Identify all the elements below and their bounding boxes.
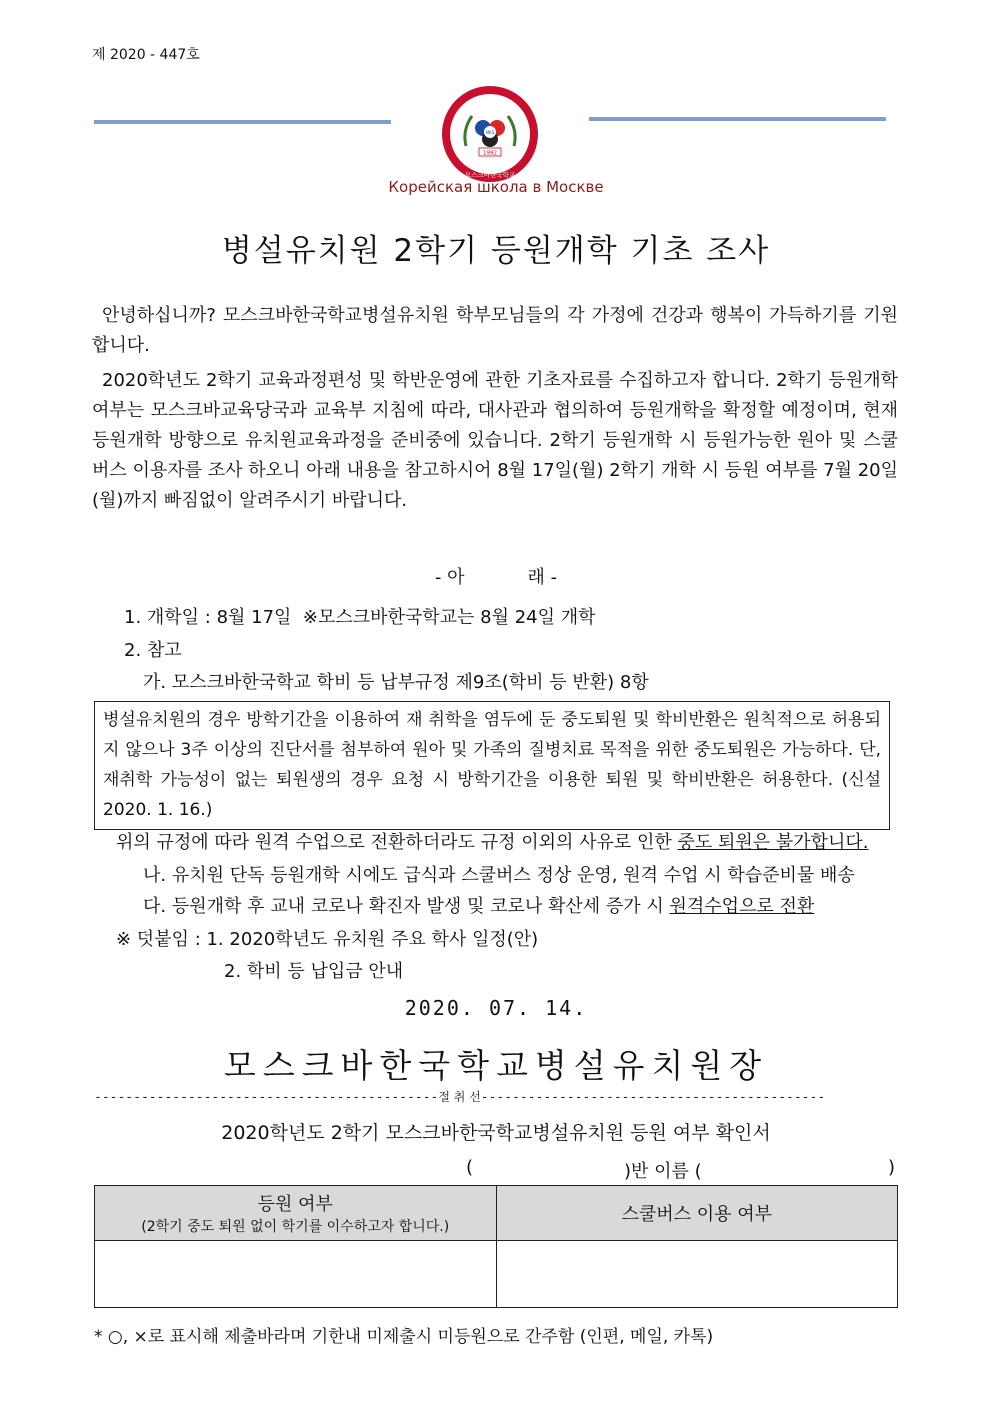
attachment-2: 2. 학비 등 납입금 안내 [224,961,404,982]
column-header-attendance-sub: (2학기 중도 퇴원 없이 학기를 이수하고자 합니다.) [141,1219,450,1235]
attachment-1: ※ 덧붙임 : 1. 2020학년도 유치원 주요 학사 일정(안) [116,929,539,950]
document-number: 제 2020 - 447호 [92,47,200,63]
header-rule-right [589,117,886,121]
notice-after-box-underlined: 중도 퇴원은 불가합니다. [677,832,869,853]
cut-dashes-right: -------------------------------------------- [480,1090,826,1105]
column-header-attendance-label: 등원 여부 [257,1194,333,1215]
column-header-schoolbus: 스쿨버스 이용 여부 [496,1186,898,1241]
notice-item-2: 2. 참고 [124,640,182,661]
notice-item-da-text: 다. 등원개학 후 교내 코로나 확진자 발생 및 코로나 확산세 증가 시 [143,896,670,917]
cut-line [94,1088,896,1105]
cut-dashes-left: -------------------------------------------- [94,1090,439,1105]
intro-paragraph-2: 2020학년도 2학기 교육과정편성 및 학반운영에 관한 기초자료를 수집하고자 합니다. 2학기 등원개학여부는 모스크바교육당국과 교육부 지침에 따라, 대사관과 협의하여 등원개학을 확정할 예정이며, 현재 등원개학 방향으로 유치원교육과정을 준비중에 있습니다. 2학기 등원개학 시 등원가능한 원아 및 스쿨버스 이용자를 조사 하오니 아래 내용을 참고하시어 8월 17일(월) 2학기 개학 시 등원 여부를 7월 20일(월)까지 빠짐없이 알려주시기 바랍니다. [92,370,898,511]
intro-paragraph-1: 안녕하십니까? 모스크바한국학교병설유치원 학부모님들의 각 가정에 건강과 행복이 가득하기를 기원합니다. [92,305,898,356]
submission-note: * ○, ×로 표시해 제출바라며 기한내 미제출시 미등원으로 간주함 (인편, 메일, 카톡) [94,1327,714,1347]
school-logo [440,84,540,184]
regulation-box: 병설유치원의 경우 방학기간을 이용하여 재 취학을 염두에 둔 중도퇴원 및 학비반환은 원칙적으로 허용되지 않으나 3주 이상의 진단서를 첨부하여 원아 및 가족의 질병치료 목적을 위한 중도퇴원은 가능하다. 단, 재취학 가능성이 없는 퇴원생의 경우 요청 시 방학기간을 이용한 퇴원 및 학비반환은 허용한다. (신설 2020. 1. 16.) [94,701,890,830]
logo-year: 1992 [483,150,497,157]
class-open-paren: ( [466,1157,474,1178]
class-name-label: )반 이름 ( [624,1161,702,1182]
logo-center-text: MKS [485,130,495,135]
confirmation-table [94,1185,898,1308]
issue-date: 2020. 07. 14. [404,996,588,1020]
notice-item-2-ga: 가. 모스크바한국학교 학비 등 납부규정 제9조(학비 등 반환) 8항 [143,672,649,693]
column-header-attendance [95,1186,497,1241]
school-name-russian: Корейская школа в Москве [388,178,604,196]
attendance-answer-cell[interactable] [95,1241,497,1308]
schoolbus-answer-cell[interactable] [496,1241,898,1308]
notice-after-box [116,828,869,854]
form-title: 2020학년도 2학기 모스크바한국학교병설유치원 등원 여부 확인서 [221,1122,771,1144]
logo-top-text: MOSCOW KOREAN SCHOOL [453,96,527,131]
header-rule-left [94,120,391,124]
notice-item-1: 1. 개학일 : 8월 17일 ※모스크바한국학교는 8월 24일 개학 [124,607,596,628]
logo-bottom-text: 모스크바한국학교 [464,171,516,179]
signature-title: 모스크바한국학교병설유치원장 [223,1046,769,1085]
name-close-paren: ) [888,1157,896,1178]
notice-item-da-underlined: 원격수업으로 전환 [669,896,815,917]
notice-item-na: 나. 유치원 단독 등원개학 시에도 급식과 스쿨버스 정상 운영, 원격 수업 시 학습준비물 배송 [143,865,855,886]
notice-item-da [143,892,814,918]
cut-label: 절 취 선 [438,1090,481,1104]
notice-after-box-text: 위의 규정에 따라 원격 수업으로 전환하더라도 규정 이외의 사유로 인한 [116,832,678,853]
page-title: 병설유치원 2학기 등원개학 기초 조사 [221,233,771,269]
notice-heading: - 아 래 - [434,567,558,588]
